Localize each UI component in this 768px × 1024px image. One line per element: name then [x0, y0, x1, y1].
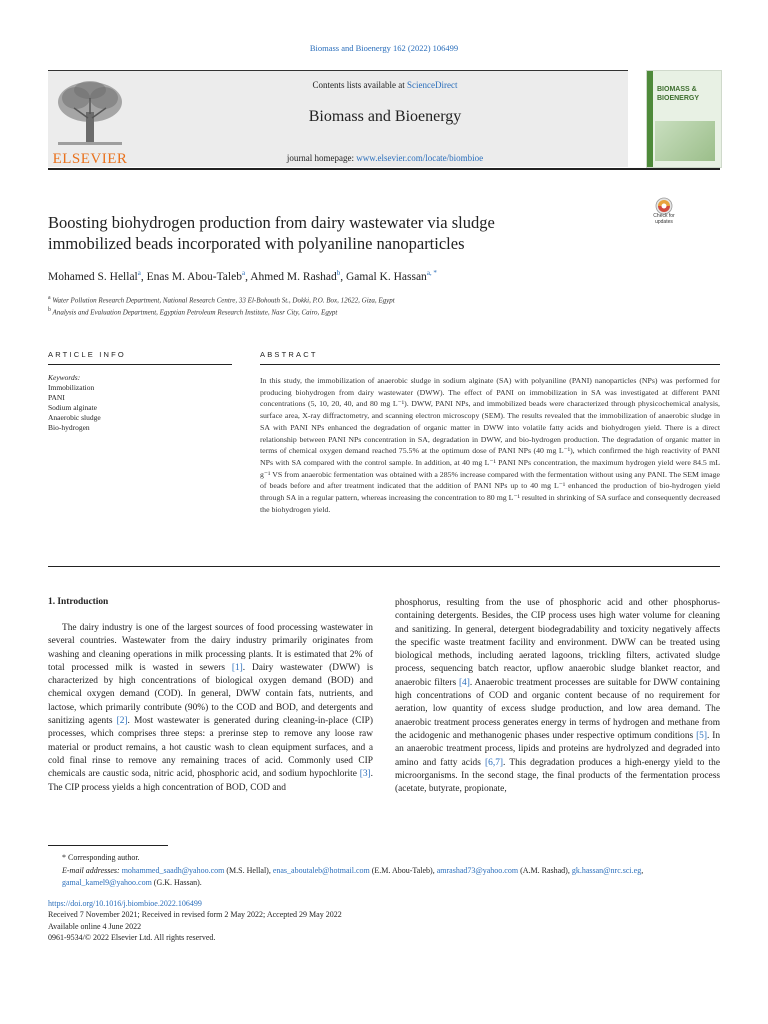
journal-homepage-line: [140, 153, 630, 163]
footnote-rule: [48, 845, 168, 846]
body-text: . In an anaerobic treatment process, lipids and proteins are hydrolyzed and degraded into amino and fatty acids: [395, 730, 721, 768]
body-text: . Anaerobic treatment processes are suitable for DWW containing high concentrations of COD and organic content because of no requirement for aeration, low quantity of excess sludge production, and low area demand. The anaerobic treatment process generates energy in terms of hydrogen and methane from the acidogenic and methanogenic phases under respective optimum conditions: [395, 677, 720, 741]
body-text: . Dairy wastewater (DWW) is characterized by high concentrations of biological oxygen demand (BOD) and chemical oxygen demand (COD). In general, DWW contain fats, nutrients, and lactose, which primarily contribute (90%) to the COD and BOD, and detergents and sanitizing agents: [48, 662, 373, 727]
doi-link[interactable]: https://doi.org/10.1016/j.biombioe.2022.106499: [48, 899, 202, 908]
article-info-rule: [48, 364, 232, 365]
abstract-bottom-rule: [48, 566, 720, 567]
email-owner: (M.S. Hellal),: [224, 865, 273, 875]
email-addresses: [48, 865, 720, 890]
intro-left-column: [48, 622, 373, 795]
badge-line1: Check for: [653, 213, 675, 219]
email-link[interactable]: mohammed_saadh@yahoo.com: [121, 865, 225, 875]
homepage-link[interactable]: www.elsevier.com/locate/biombioe: [356, 153, 484, 163]
keyword-item: Bio-hydrogen: [48, 423, 90, 432]
journal-title: Biomass and Bioenergy: [308, 108, 462, 125]
email-link[interactable]: amrashad73@yahoo.com: [436, 865, 519, 875]
cover-image: [655, 121, 715, 161]
cover-title-line2: BIOENERGY: [657, 95, 700, 102]
author-affiliation-mark[interactable]: a: [241, 269, 246, 277]
keyword-item: Sodium alginate: [48, 403, 97, 412]
author-name[interactable]: Gamal K. Hassan: [346, 270, 427, 283]
email-link[interactable]: gamal_kamel9@yahoo.com: [62, 878, 152, 888]
elsevier-wordmark: ELSEVIER: [52, 151, 128, 167]
check-for-updates-label: [644, 213, 684, 225]
author-name[interactable]: Ahmed M. Rashad: [250, 270, 337, 283]
affiliation-b: $^b$ Analysis and Evaluation Department, Egyptian Petroleum Research Institute, Nasr City, Cairo, Egypt: [48, 307, 338, 317]
affiliation-a-text: Water Pollution Research Department, National Research Centre, 33 El-Bohouth St., Dokki, P.O. Box, 12622, Giza, Egypt: [52, 296, 395, 305]
email-owner: (A.M. Rashad),: [518, 865, 572, 875]
body-text: phosphorus, resulting from the use of phosphoric acid and other phosphorus-containing detergents. Besides, the CIP process uses high water volume for cleaning and sanitizing. In general, detergent biodegradability and toxicity negatively affects the specific waste treatment facility and environment. DWW can be treated using biological methods, including aerated lagoons, trickling filters, activated sludge process, sequencing batch reactor, upflow anaerobic sludge blanket reactor, and anaerobic filters: [395, 598, 720, 688]
corresponding-author-note: * Corresponding author.: [62, 853, 140, 862]
body-text: . The CIP process yields a high concentration of BOD, COD and: [48, 769, 373, 793]
journal-citation-link[interactable]: Biomass and Bioenergy 162 (2022) 106499: [309, 43, 459, 53]
author-affiliation-mark[interactable]: a: [137, 269, 141, 277]
contents-line: [140, 80, 630, 90]
email-owner: ,: [641, 865, 644, 875]
abstract-heading: ABSTRACT: [260, 350, 318, 359]
reference-link[interactable]: [3]: [359, 769, 371, 780]
affiliation-a: $^a$ Water Pollution Research Department, National Research Centre, 33 El-Bohouth St., Dokki, P.O. Box, 12622, Giza, Egypt: [48, 295, 395, 305]
email-owner: (G.K. Hassan).: [151, 878, 202, 888]
homepage-prefix: journal homepage:: [286, 153, 357, 163]
email-link[interactable]: enas_aboutaleb@hotmail.com: [272, 865, 370, 875]
badge-line2: updates: [655, 219, 673, 225]
email-owner: (E.M. Abou-Taleb),: [369, 865, 437, 875]
keywords-block: [48, 373, 218, 433]
body-text: The dairy industry is one of the largest sources of food processing wastewater in several countries. Wastewater from the dairy industry primarily originates from washing and cleaning operations in milk processing plants. It is estimated that 2% of total processed milk is wasted in sewers: [48, 623, 373, 673]
cover-band: [647, 71, 653, 167]
sciencedirect-link[interactable]: ScienceDirect: [407, 80, 458, 90]
cover-title-line1: BIOMASS &: [657, 86, 697, 93]
journal-cover-thumbnail: [646, 70, 722, 168]
title-line-2: immobilized beads incorporated with polyaniline nanoparticles: [48, 234, 465, 253]
email-label: E-mail addresses:: [62, 865, 120, 875]
reference-link[interactable]: [6,7]: [485, 757, 504, 768]
author-separator: ,: [245, 270, 251, 283]
author-affiliation-mark[interactable]: b: [336, 269, 341, 277]
keyword-item: PANI: [48, 393, 65, 402]
reference-link[interactable]: [2]: [116, 716, 128, 727]
cover-title: [657, 85, 699, 103]
keywords-label: Keywords:: [48, 373, 81, 382]
reference-link[interactable]: [5]: [696, 730, 707, 741]
publication-info: [48, 898, 720, 943]
body-text: . Most wastewater is generated during cleaning-in-place (CIP) processes, which comprises three steps: a prerinse step to remove any loose raw material or product remains, a hot caustic wash to clean equipment surfaces, and a cold final rinse to remove any remaining traces of acid. Commonly used CIP chemicals are caustic soda, nitric acid, phosphoric acid, and sodium hypochlorite: [48, 716, 373, 780]
article-info-heading: ARTICLE INFO: [48, 350, 126, 359]
masthead-rule: [48, 168, 720, 170]
title-line-1: Boosting biohydrogen production from dairy wastewater via sludge: [48, 213, 495, 232]
author-name[interactable]: Mohamed S. Hellal: [48, 270, 138, 283]
email-link[interactable]: gk.hassan@nrc.sci.eg: [571, 865, 642, 875]
author-list: [48, 269, 648, 283]
intro-right-column: [395, 597, 720, 796]
copyright-line: 0961-9534/© 2022 Elsevier Ltd. All rights reserved.: [48, 932, 216, 942]
author-separator: ,: [340, 270, 346, 283]
author-separator: ,: [140, 270, 147, 283]
reference-link[interactable]: [1]: [231, 662, 243, 673]
author-name[interactable]: Enas M. Abou-Taleb: [146, 270, 242, 283]
contents-prefix: Contents lists available at: [312, 80, 407, 90]
affiliation-b-text: Analysis and Evaluation Department, Egyptian Petroleum Research Institute, Nasr City, Cairo, Egypt: [52, 308, 338, 317]
available-online: Available online 4 June 2022: [48, 921, 142, 931]
body-text: . This degradation produces a high-energy yield to the microorganisms. In the second stage, the final products of the fermentation process (acetate, butyrate, propionate,: [395, 757, 720, 795]
reference-link[interactable]: [4]: [458, 677, 470, 688]
abstract-text: In this study, the immobilization of anaerobic sludge in sodium alginate (SA) with polyaniline (PANI) nanoparticles (NPs) was performed for producing biohydrogen from dairy wastewater (DWW). The effect of PANI on immobilization in SA was investigated at different PANI concentrations (5, 10, 20, 40, and 80 mg L⁻¹). DWW, PANI NPs, and immobilized beads were characterized through physicochemical analysis, surface area, X-ray diffractometry, and scanning electron microscopy (SEM). The results revealed that the immobilization of anaerobic sludge in SA with PANI NPs enhanced the degradation of organic matter in DWW into volatile fatty acids and biohydrogen yield. There is a direct relationship between PANI NPs concentration in SA, degradation in DWW, and bio-hydrogen production. The degradation of organic matter in terms of chemical oxygen demand reached 75.5% at the optimum dose of PANI NPs (40 mg L⁻¹), which confirmed the high reactivity of PANI NPs with SA compared with the control sample. In addition, at 40 mg L⁻¹ PANI NPs concentration, the maximum hydrogen yield were 84.5 mL g⁻¹ VS from anaerobic fermentation was obtained with a 285% increase compared with the fermentation without using any PANI. The SEM image of beads before and after treatment indicated that the addition of PANI NPs up to 40 mg L⁻¹ enhanced the production of bio-hydrogen yield through SA in a regular pattern, whereas increasing the concentration to 80 mg L⁻¹ resulted in shrinking of SA surface and consequently decreased the biohydrogen yield.: [260, 376, 720, 514]
received-dates: Received 7 November 2021; Received in revised form 2 May 2022; Accepted 29 May 2022: [48, 910, 342, 920]
article-title: [48, 212, 638, 254]
keyword-item: Immobilization: [48, 383, 95, 392]
section-heading-introduction: 1. Introduction: [48, 597, 109, 607]
author-affiliation-mark[interactable]: a, *: [426, 269, 437, 277]
footnotes: [48, 852, 720, 890]
abstract-rule: [260, 364, 720, 365]
keyword-item: Anaerobic sludge: [48, 413, 101, 422]
